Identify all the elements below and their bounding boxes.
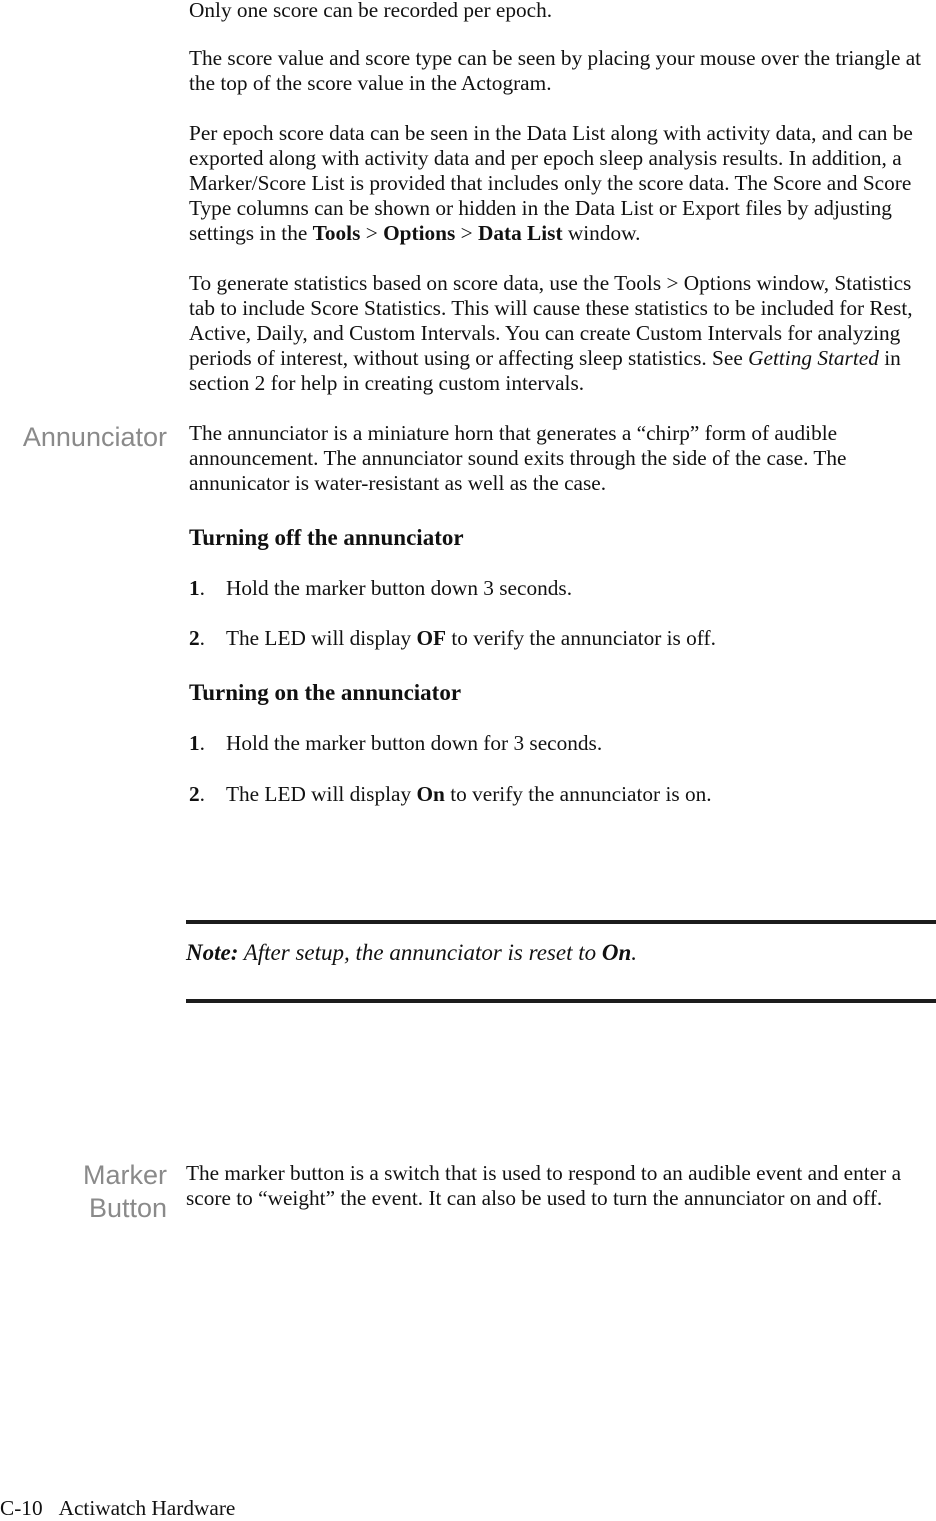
menu-ref-options: Options xyxy=(383,221,456,245)
menu-ref-tools: Tools xyxy=(312,221,361,245)
paragraph-marker-button: The marker button is a switch that is used to respond to an audible event and enter a score to “weight” the event. It can also be used to turn the annunciator on and off. xyxy=(186,1161,902,1210)
step-on-2: 2. The LED will display On to verify the annunciator is on. xyxy=(189,782,712,806)
paragraph-score-statistics: To generate statistics based on score data, use the Tools > Options window, Statistics tab to include Score Statistics. This will cause these statistics to be included for Rest, Active, Daily, and Custom Intervals. You can create Custom Intervals for analyzing periods of interest, without using or affecting sleep statistics. See Getting Started in section 2 for help in creating custom intervals. xyxy=(189,271,913,395)
heading-turning-on: Turning on the annunciator xyxy=(189,680,462,705)
side-label-marker-button: Marker Button xyxy=(82,1160,167,1223)
step-off-2: 2. The LED will display OF to verify the annunciator is off. xyxy=(189,626,716,650)
page-footer xyxy=(0,1496,235,1521)
getting-started-ref: Getting Started xyxy=(748,346,879,370)
note-box: Note: After setup, the annunciator is reset to On. xyxy=(186,940,638,965)
step-off-1: 1. Hold the marker button down 3 seconds. xyxy=(189,576,573,600)
note-top-rule xyxy=(186,920,936,924)
paragraph-score-limit: Only one score can be recorded per epoch. xyxy=(189,0,553,22)
paragraph-annunciator-intro: The annunciator is a miniature horn that generates a “chirp” form of audible announcement. The annunciator sound exits through the side of the case. The annunicator is water-resistant as well as the case. xyxy=(189,421,847,495)
paragraph-score-export: Per epoch score data can be seen in the Data List along with activity data, and can be exported along with activity data and per epoch sleep analysis results. In addition, a Marker/Score List is provided that includes only the score data. The Score and Score Type columns can be shown or hidden in the Data List or Export files by adjusting settings in the Tools > Options > Data List window. xyxy=(189,121,913,245)
heading-turning-off: Turning off the annunciator xyxy=(189,525,464,550)
page-number: C-10 xyxy=(0,1496,43,1520)
paragraph-score-tooltip: The score value and score type can be seen by placing your mouse over the triangle at the top of the score value in the Actogram. xyxy=(189,46,922,95)
footer-title: Actiwatch Hardware xyxy=(58,1496,236,1520)
menu-ref-data-list: Data List xyxy=(477,221,563,245)
side-label-annunciator: Annunciator xyxy=(22,422,167,452)
note-label: Note: xyxy=(186,940,239,965)
note-bottom-rule xyxy=(186,999,936,1003)
step-on-1: 1. Hold the marker button down for 3 seconds. xyxy=(189,731,603,755)
